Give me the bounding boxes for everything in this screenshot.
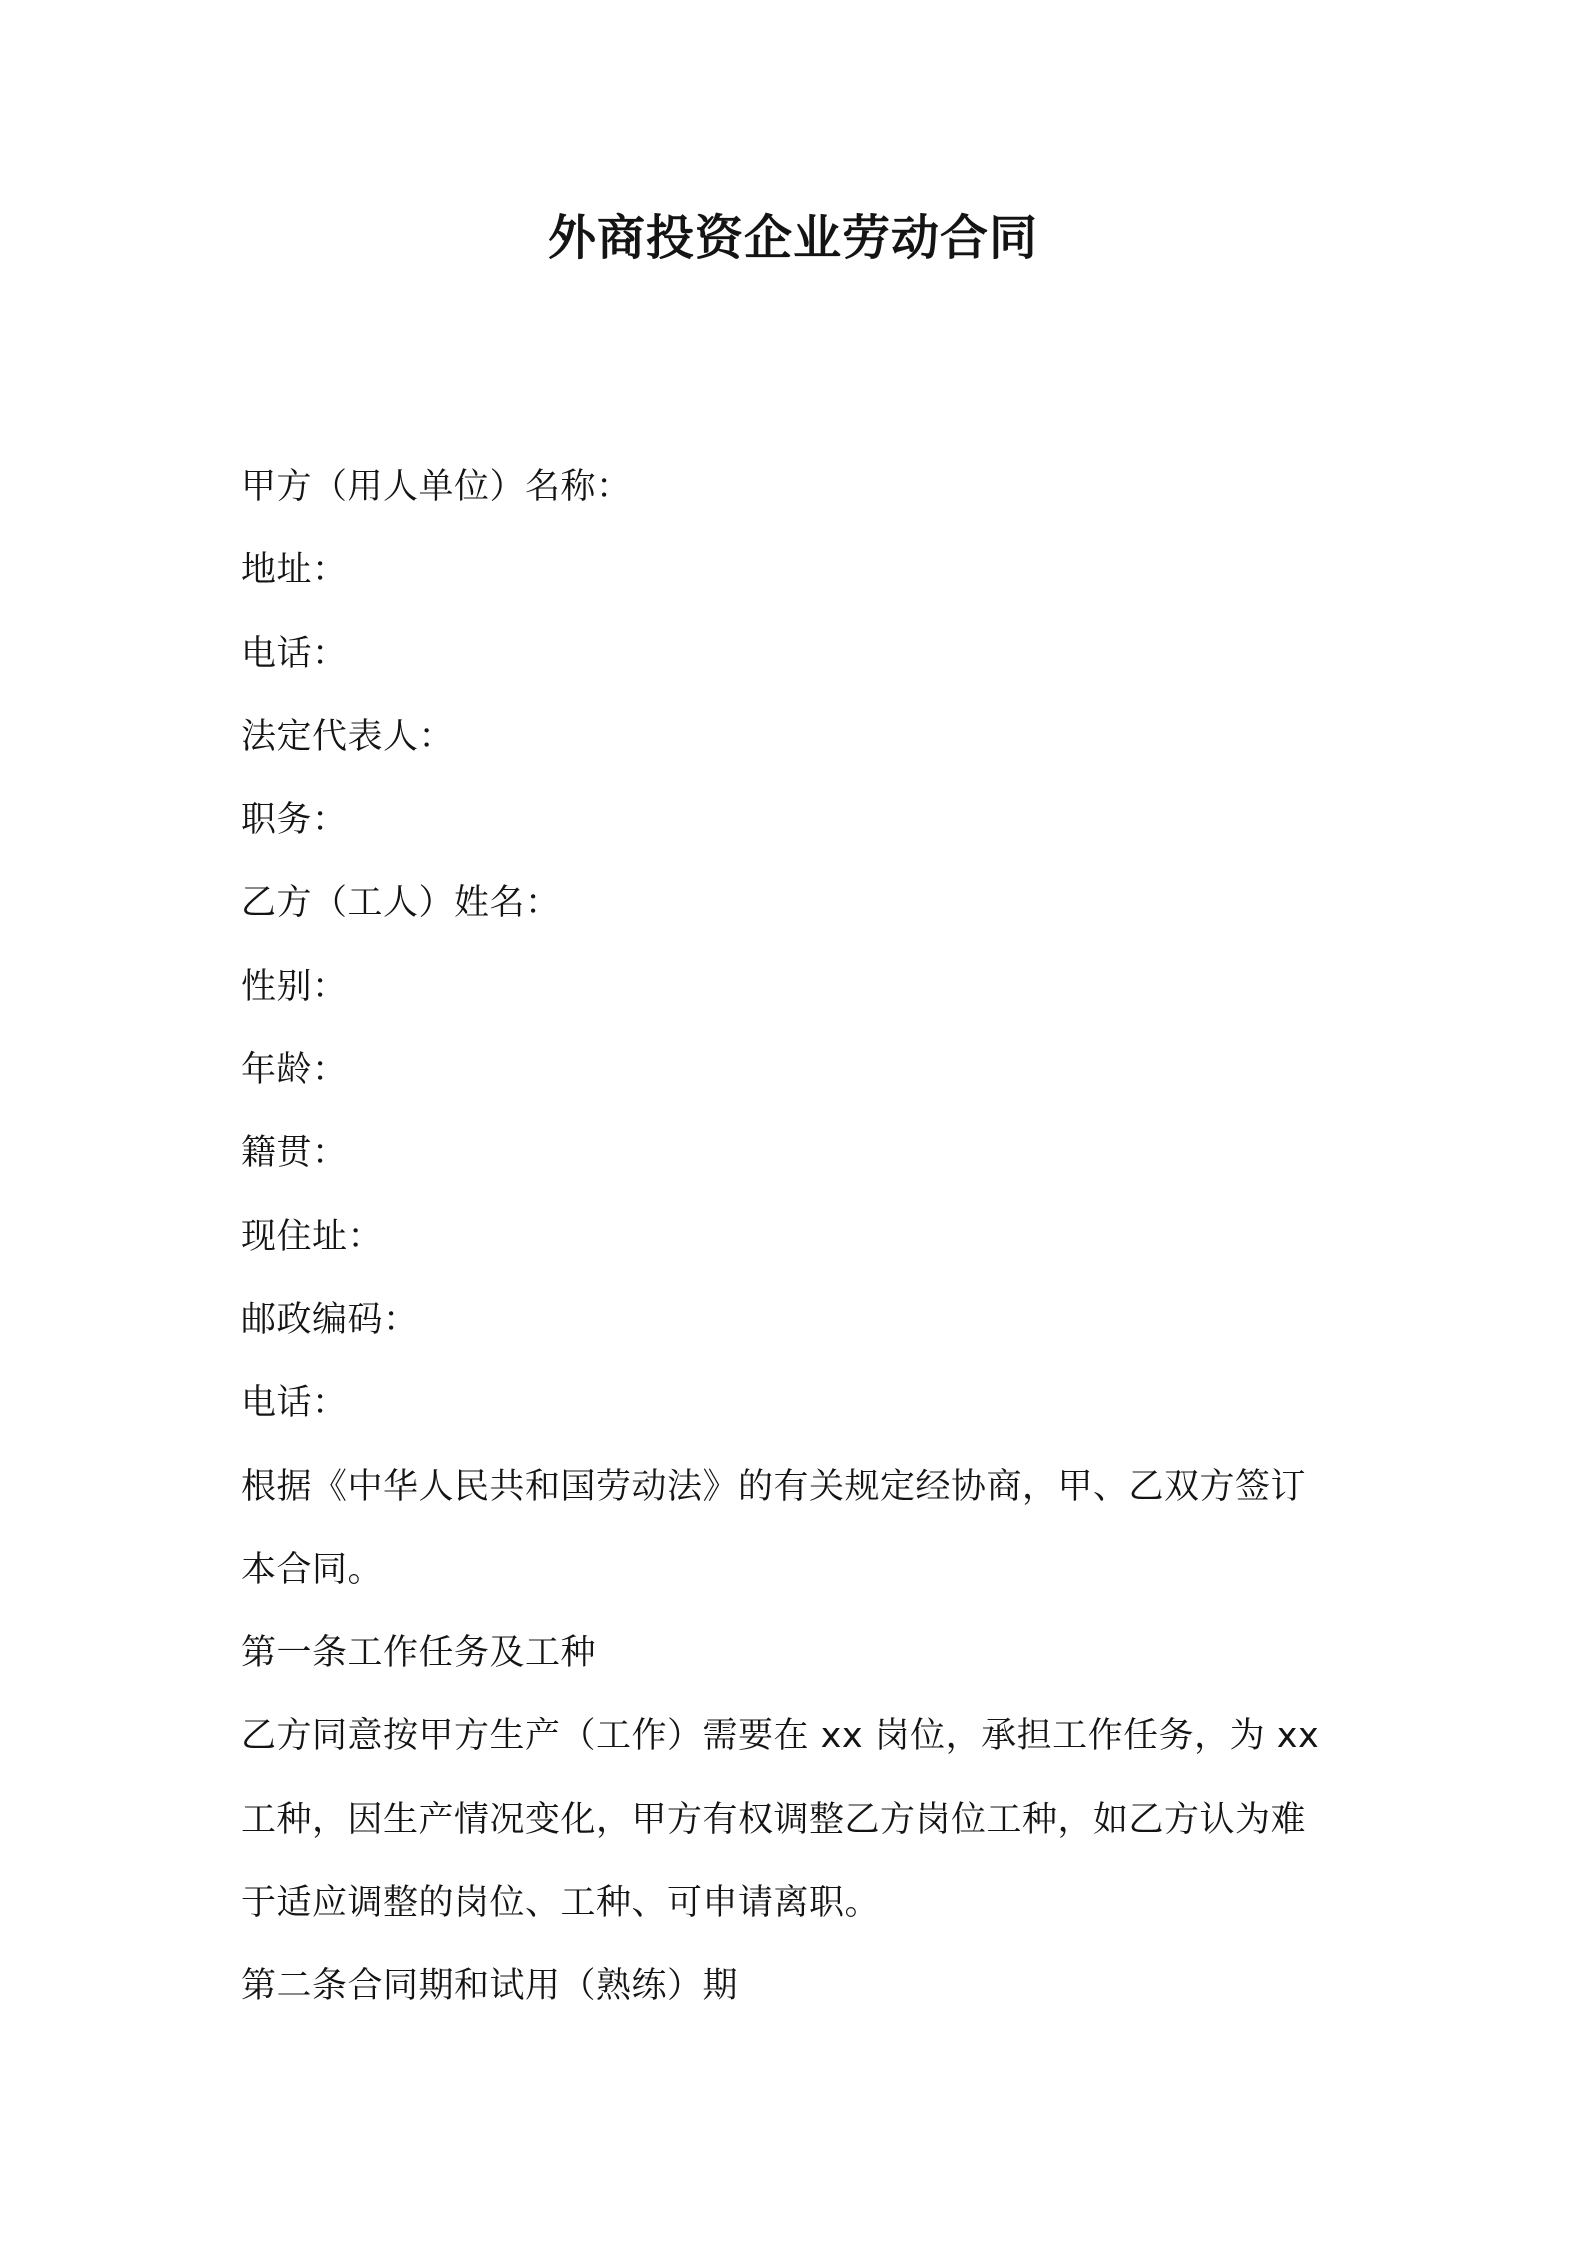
field-position: 职务： <box>241 800 348 841</box>
field-phone: 电话： <box>241 633 348 674</box>
field-current-address: 现住址： <box>241 1216 384 1257</box>
field-gender: 性别： <box>241 966 348 1007</box>
field-legal-representative: 法定代表人： <box>241 716 455 757</box>
field-address: 地址： <box>241 550 348 591</box>
field-party-a-name: 甲方（用人单位）名称： <box>241 467 632 507</box>
article-1-line-2: 工种，因生产情况变化，甲方有权调整乙方岗位工种，如乙方认为难 <box>241 1799 1307 1840</box>
article-1-line-3: 于适应调整的岗位、工种、可申请离职。 <box>241 1883 881 1924</box>
preamble-line-1: 根据《中华人民共和国劳动法》的有关规定经协商，甲、乙双方签订 <box>241 1466 1307 1507</box>
field-postal-code: 邮政编码： <box>241 1299 419 1340</box>
field-age: 年龄： <box>241 1050 348 1091</box>
article-1-line-1: 乙方同意按甲方生产（工作）需要在 xx 岗位，承担工作任务，为 xx <box>241 1716 1320 1757</box>
article-1-heading: 第一条工作任务及工种 <box>241 1633 597 1674</box>
article-2-heading: 第二条合同期和试用（熟练）期 <box>241 1966 739 2007</box>
document-body <box>241 446 1361 2029</box>
field-phone-party-b: 电话： <box>241 1383 348 1424</box>
preamble-line-2: 本合同。 <box>241 1549 384 1590</box>
field-party-b-name: 乙方（工人）姓名： <box>241 883 561 924</box>
document-title: 外商投资企业劳动合同 <box>547 210 1038 266</box>
field-native-place: 籍贯： <box>241 1133 348 1174</box>
